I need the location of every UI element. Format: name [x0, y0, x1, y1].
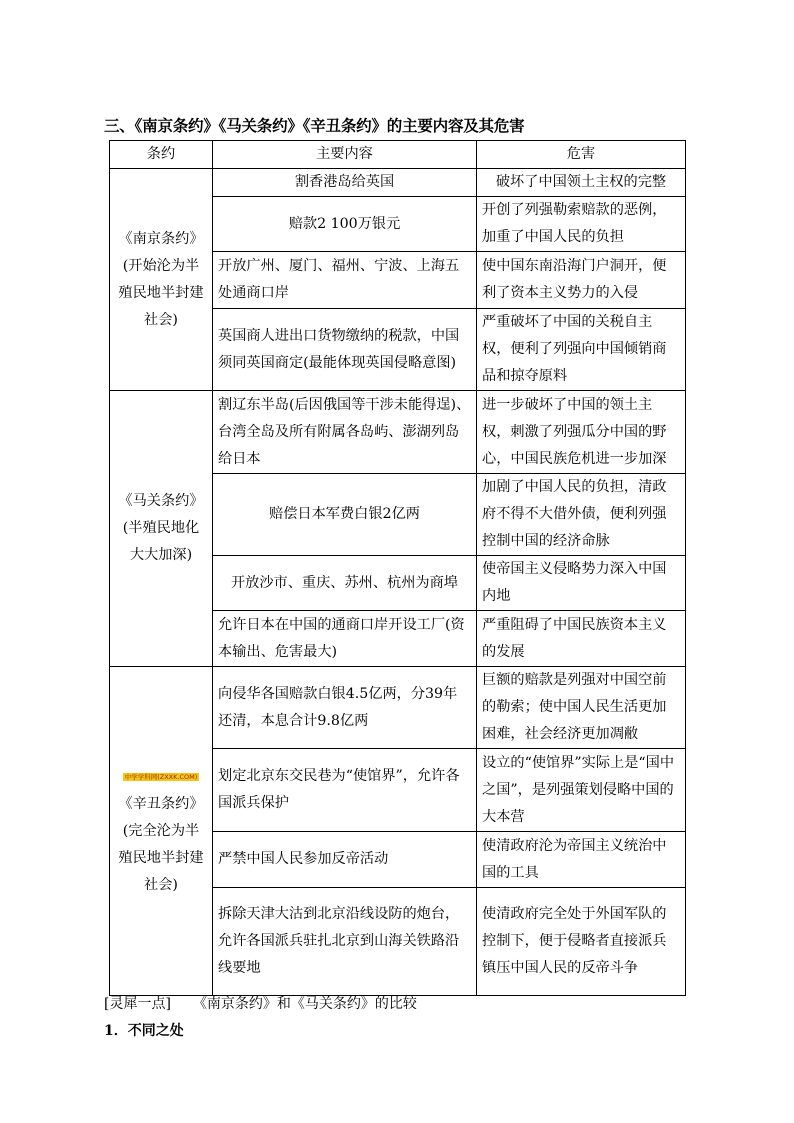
treaty-name-maguan: 《马关条约》(半殖民地化大大加深) — [110, 391, 213, 667]
content-cell: 开放沙市、重庆、苏州、杭州为商埠 — [213, 556, 477, 611]
content-cell: 划定北京东交民巷为“使馆界”，允许各国派兵保护 — [213, 749, 477, 832]
watermark-logo: 中学学科网(ZXXK.COM) — [124, 772, 198, 781]
table-row — [110, 169, 686, 197]
content-cell: 英国商人进出口货物缴纳的税款，中国须同英国商定(最能体现英国侵略意图) — [213, 309, 477, 391]
content-cell: 向侵华各国赔款白银4.5亿两，分39年还清，本息合计9.8亿两 — [213, 667, 477, 749]
content-cell: 严禁中国人民参加反帝活动 — [213, 832, 477, 888]
harm-cell: 使帝国主义侵略势力深入中国内地 — [477, 556, 686, 611]
content-cell: 赔款2 100万银元 — [213, 197, 477, 252]
header-content: 主要内容 — [213, 141, 477, 169]
tip-topic: 《南京条约》和《马关条约》的比较 — [192, 996, 417, 1012]
treaty-name-xinchou: 《辛丑条约》(完全沦为半殖民地半封建社会) — [118, 795, 204, 893]
section-heading: 三、《南京条约》《马关条约》《辛丑条约》的主要内容及其危害 — [104, 116, 525, 135]
harm-cell: 加剧了中国人民的负担，清政府不得不大借外债，便利列强控制中国的经济命脉 — [477, 474, 686, 556]
harm-cell: 巨额的赔款是列强对中国空前的勒索；使中国人民生活更加困难，社会经济更加凋敝 — [477, 667, 686, 749]
subheading-differences: 1．不同之处 — [104, 1023, 184, 1039]
harm-cell: 严重破坏了中国的关税自主权，便利了列强向中国倾销商品和掠夺原料 — [477, 309, 686, 391]
treaty-cell-xinchou — [110, 667, 213, 996]
table-header-row — [110, 141, 686, 169]
content-cell: 赔偿日本军费白银2亿两 — [213, 474, 477, 556]
harm-cell: 破坏了中国领土主权的完整 — [477, 169, 686, 197]
table-row — [110, 391, 686, 474]
table-row — [110, 667, 686, 749]
harm-cell: 使中国东南沿海门户洞开，便利了资本主义势力的入侵 — [477, 252, 686, 309]
content-cell: 割香港岛给英国 — [213, 169, 477, 197]
harm-cell: 严重阻碍了中国民族资本主义的发展 — [477, 611, 686, 667]
tip-tag: [灵犀一点] — [104, 996, 171, 1012]
treaty-table — [109, 140, 686, 996]
content-cell: 允许日本在中国的通商口岸开设工厂(资本输出、危害最大) — [213, 611, 477, 667]
treaty-name-nanjing: 《南京条约》(开始沦为半殖民地半封建社会) — [110, 169, 213, 391]
header-treaty: 条约 — [110, 141, 213, 169]
harm-cell: 开创了列强勒索赔款的恶例，加重了中国人民的负担 — [477, 197, 686, 252]
content-cell: 开放广州、厦门、福州、宁波、上海五处通商口岸 — [213, 252, 477, 309]
content-cell: 拆除天津大沽到北京沿线设防的炮台，允许各国派兵驻扎北京到山海关铁路沿线要地 — [213, 888, 477, 996]
content-cell: 割辽东半岛(后因俄国等干涉未能得逞)、台湾全岛及所有附属各岛屿、澎湖列岛给日本 — [213, 391, 477, 474]
harm-cell: 使清政府完全处于外国军队的控制下，便于侵略者直接派兵镇压中国人民的反帝斗争 — [477, 888, 686, 996]
harm-cell: 使清政府沦为帝国主义统治中国的工具 — [477, 832, 686, 888]
header-harm: 危害 — [477, 141, 686, 169]
harm-cell: 设立的“使馆界”实际上是“国中之国”，是列强策划侵略中国的大本营 — [477, 749, 686, 832]
harm-cell: 进一步破坏了中国的领土主权，刺激了列强瓜分中国的野心，中国民族危机进一步加深 — [477, 391, 686, 474]
tip-line — [104, 993, 417, 1013]
